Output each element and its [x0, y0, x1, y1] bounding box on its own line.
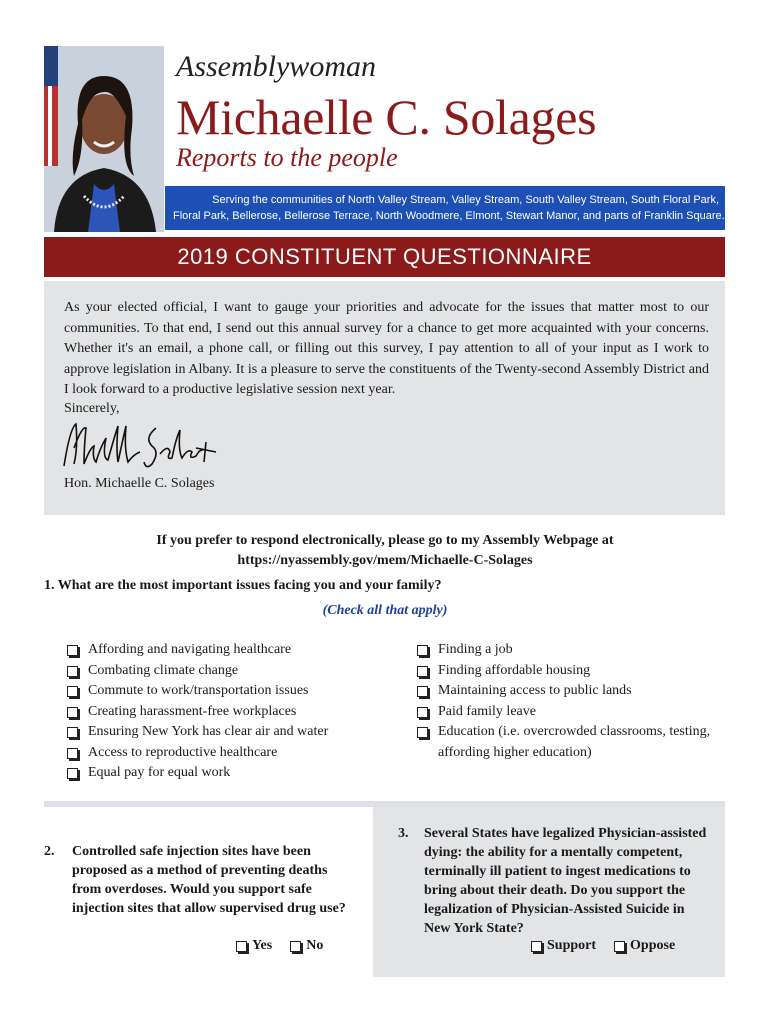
option-label: Creating harassment-free workplaces [88, 703, 297, 719]
list-item[interactable] [64, 763, 384, 784]
letter-closing: Sincerely, [64, 401, 120, 416]
checkbox-icon[interactable] [417, 707, 428, 718]
list-item[interactable] [64, 702, 384, 723]
list-item[interactable] [414, 661, 714, 682]
assemblywoman-portrait [44, 46, 164, 232]
list-item[interactable] [414, 640, 714, 661]
checkbox-icon[interactable] [67, 768, 78, 779]
question-2-options [236, 938, 337, 957]
support-option[interactable] [531, 938, 596, 954]
question-1-heading: 1. What are the most important issues facing you and your family? [44, 578, 442, 593]
option-label: Affording and navigating healthcare [88, 642, 292, 657]
list-item[interactable] [64, 743, 384, 764]
questionnaire-banner: 2019 CONSTITUENT QUESTIONNAIRE [44, 237, 725, 277]
list-item[interactable] [414, 681, 714, 702]
question-3 [398, 824, 714, 938]
no-option[interactable] [290, 938, 323, 954]
option-label: Commute to work/transportation issues [88, 683, 309, 698]
newsletter-subtitle: Reports to the people [176, 143, 398, 172]
option-label: Finding a job [438, 642, 513, 657]
assembly-webpage-link[interactable]: https://nyassembly.gov/mem/Michaelle-C-Solages [237, 553, 533, 568]
checkbox-icon[interactable] [417, 645, 428, 656]
option-label: Finding affordable housing [438, 662, 591, 678]
question-2-number: 2. [44, 844, 55, 859]
option-label: Maintaining access to public lands [438, 683, 632, 698]
question-1-instruction: (Check all that apply) [322, 603, 448, 618]
checkbox-icon[interactable] [290, 941, 301, 952]
option-label: Support [547, 938, 597, 953]
checkbox-icon[interactable] [614, 941, 625, 952]
checkbox-icon[interactable] [417, 686, 428, 697]
list-item[interactable] [414, 702, 714, 723]
service-area-line-1: Serving the communities of North Valley Stream, Valley Stream, South Valley Stream, South Floral Park, [212, 194, 719, 206]
option-label: Access to reproductive healthcare [88, 744, 278, 760]
checkbox-icon[interactable] [67, 666, 78, 677]
checkbox-icon[interactable] [67, 707, 78, 718]
assemblywoman-name: Michaelle C. Solages [176, 89, 597, 145]
checkbox-icon[interactable] [67, 645, 78, 656]
checkbox-icon[interactable] [417, 727, 428, 738]
service-area-bar [165, 186, 725, 230]
list-item[interactable] [64, 661, 384, 682]
question-1-options-left [64, 640, 384, 784]
list-item[interactable] [64, 722, 384, 743]
title-kicker: Assemblywoman [176, 50, 376, 83]
signature-image [60, 418, 220, 476]
list-item[interactable] [64, 640, 384, 661]
service-area-line-2: Floral Park, Bellerose, Bellerose Terrace, North Woodmere, Elmont, Stewart Manor, and parts of Franklin Square. [173, 210, 725, 222]
question-2-text: Controlled safe injection sites have been proposed as a method of preventing deaths from overdoses. Would you support safe injection sites that allow supervised drug use? [72, 844, 346, 916]
option-label: Combating climate change [88, 662, 239, 678]
checkbox-icon[interactable] [67, 748, 78, 759]
electronic-response-note [0, 531, 770, 571]
oppose-option[interactable] [614, 938, 675, 954]
letter-signer: Hon. Michaelle C. Solages [64, 476, 215, 491]
checkbox-icon[interactable] [67, 686, 78, 697]
option-label: Equal pay for equal work [88, 765, 231, 780]
option-label: Paid family leave [438, 703, 536, 719]
checkbox-icon[interactable] [417, 666, 428, 677]
list-item[interactable] [64, 681, 384, 702]
option-label: Oppose [630, 938, 676, 953]
option-label: Yes [252, 938, 273, 953]
electronic-note-line: If you prefer to respond electronically, please go to my Assembly Webpage at [156, 533, 614, 548]
option-label: Ensuring New York has clear air and water [88, 724, 329, 739]
question-3-options [531, 938, 689, 957]
checkbox-icon[interactable] [531, 941, 542, 952]
checkbox-icon[interactable] [67, 727, 78, 738]
question-1-options-right [414, 640, 714, 763]
list-item[interactable] [414, 722, 714, 763]
question-2 [44, 842, 354, 918]
option-label: Education (i.e. overcrowded classrooms, testing, affording higher education) [438, 724, 711, 760]
intro-letter-body: As your elected official, I want to gauge your priorities and advocate for the issues that matter most to our communities. To that end, I send out this annual survey for a chance to get more acquainted with your concerns. Whether it's an email, a phone call, or filling out this survey, I pay attention to all of your input as I work to approve legislation in Albany. It is a pleasure to serve the constituents of the Twenty-second Assembly District and I look forward to a productive legislative session next year. [64, 300, 709, 397]
yes-option[interactable] [236, 938, 272, 954]
option-label: No [306, 938, 324, 953]
question-3-number: 3. [398, 826, 409, 841]
checkbox-icon[interactable] [236, 941, 247, 952]
question-3-text: Several States have legalized Physician-assisted dying: the ability for a mentally competent, terminally ill patient to ingest medications to bring about their death. Do you support the legalization of Physician-Assisted Suicide in New York State? [424, 826, 707, 936]
